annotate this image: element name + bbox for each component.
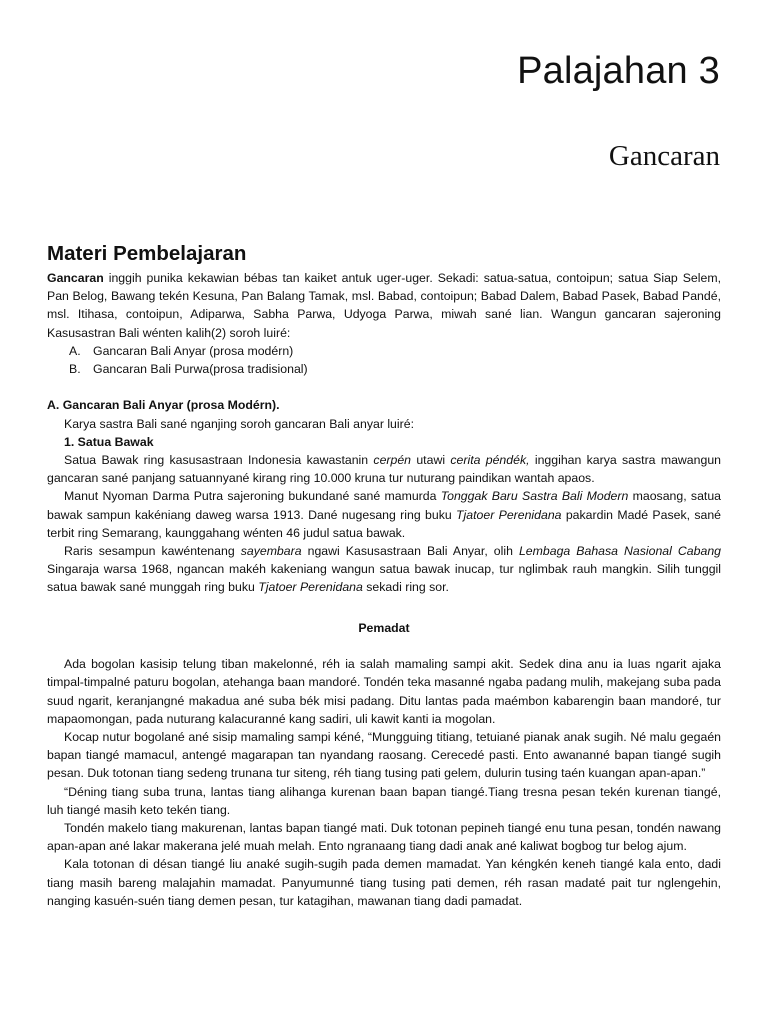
spacer	[47, 637, 721, 655]
text-run: Singaraja warsa 1968, ngancan makéh kakeniang wangun satua bawak inucap, tur nglimbak rauh mangkin. Silih tunggil satua bawak sané munggah ring buku	[47, 562, 721, 595]
story-title: Pemadat	[358, 620, 410, 635]
italic-term: cerita péndék,	[450, 453, 530, 468]
chapter-title: Palajahan 3	[517, 50, 720, 92]
chapter-subtitle: Gancaran	[608, 140, 720, 172]
text-run: Manut Nyoman Darma Putra sajeroning bukundané sané mamurda	[64, 489, 441, 504]
section-heading: Materi Pembelajaran	[47, 242, 247, 265]
spacer	[47, 597, 721, 615]
paragraph-satua-bawak-3	[47, 542, 721, 597]
story-paragraph: Ada bogolan kasisip telung tiban makelonné, réh ia salah mamaling sampi akit. Sedek dina anu ia luas ngarit ajaka timpal-timpalné paturu bogolan, atehanga baan mandoré. Tondén teka masanné ngaba padang mulih, makejang suba pada suud ngarit, keranjangné makadua ané suba bék misi padang. Ditu lantas pada maémbon kabarengin baan mandoré, tur mapaomongan, pada nuturang kalacuranné kang sadiri, uli kawit kanti ia mogolan.	[47, 657, 721, 726]
italic-term: Tjatoer Perenidana	[456, 507, 562, 522]
list-item	[47, 360, 721, 378]
story-paragraph: Tondén makelo tiang makurenan, lantas bapan tiangé mati. Duk totonan pepineh tiangé enu tuna pesan, tondén nawang apan-apan ané lakar makerana jelé muah melah. Ento ngranaang tiang dadi anak ané kaliwat bogbog tur belog ajum.	[47, 821, 721, 854]
subsection-lead: Karya sastra Bali sané nganjing soroh gancaran Bali anyar luiré:	[64, 416, 414, 431]
italic-term: Tjatoer Perenidana	[258, 580, 363, 595]
list-item-text: Gancaran Bali Purwa(prosa tradisional)	[93, 362, 308, 377]
prose-types-list	[47, 342, 721, 378]
spacer	[47, 378, 721, 396]
list-item	[47, 342, 721, 360]
intro-paragraph	[47, 269, 721, 342]
intro-term: Gancaran	[47, 271, 104, 285]
story-paragraph: “Déning tiang suba truna, lantas tiang alihanga kurenan baan bapan tiangé.Tiang tresna pesan tekén kurenan tiangé, luh tiangé masih keto tekén tiang.	[47, 784, 721, 817]
italic-term: sayembara	[240, 544, 302, 559]
text-run: inggihan karya sastra mawangun gancaran sané panjang satuannyané kirang ring 10.000 kruna tur nuturang paindikan wantah apaos.	[47, 453, 721, 486]
list-item-text: Gancaran Bali Anyar (prosa modérn)	[93, 343, 294, 358]
item-title: 1. Satua Bawak	[64, 434, 154, 449]
paragraph-satua-bawak-2	[47, 487, 721, 542]
intro-text: inggih punika kekawian bébas tan kaiket antuk uger-uger. Sekadi: satua-satua, contoipun; satua Siap Selem, Pan Belog, Bawang tekén Kesuna, Pan Balang Tamak, msl. Babad, contoipun; Babad Dalem, Babad Pasek, Babad Pandé, msl. Itihasa, contoipun, Adiparwa, Sabha Parwa, Udyoga Parwa, miwah sané lian. Wangun gancaran sajeroning Kasusastran Bali wénten kalih(2) soroh luiré:	[47, 271, 721, 340]
subsection-title: A. Gancaran Bali Anyar (prosa Modérn).	[47, 398, 280, 413]
text-run: Raris sesampun kawéntenang	[64, 544, 241, 559]
text-run: pakardin Madé Pasek, sané terbit ring Semarang, kaunggahang wénten 46 judul satua bawak.	[47, 507, 722, 540]
list-marker: A.	[69, 343, 81, 358]
list-marker: B.	[69, 362, 81, 377]
document-body	[47, 241, 721, 910]
italic-term: Lembaga Bahasa Nasional Cabang	[518, 544, 721, 559]
text-run: utawi	[411, 453, 451, 468]
text-run: Satua Bawak ring kasusastraan Indonesia kawastanin	[64, 453, 374, 468]
story-paragraph: Kala totonan di désan tiangé liu anaké sugih-sugih pada demen mamadat. Yan kéngkén keneh tiangé kala ento, dadi tiang masih bareng malajahin mamadat. Panyumunné tiang tusing pati demen, réh rasan madaté pait tur nglengehin, nanging kasuén-suén tiang demen pesan, tur katagihan, mawanan tiang dadi pamadat.	[47, 857, 721, 908]
paragraph-satua-bawak-1	[47, 451, 721, 487]
italic-term: cerpén	[373, 453, 412, 468]
italic-term: Tonggak Baru Sastra Bali Modern	[440, 489, 629, 504]
text-run: maosang, satua bawak sampun kakéniang daweg warsa 1913. Dané nugesang ring buku	[47, 489, 722, 522]
text-run: sekadi ring sor.	[362, 580, 449, 595]
text-run: ngawi Kasusastraan Bali Anyar, olih	[301, 544, 519, 559]
story-paragraph: Kocap nutur bogolané ané sisip mamaling sampi kéné, “Mungguing titiang, tetuiané pianak anak sugih. Né malu gegaén bapan tiangé mamacul, antengé magarapan tan nyandang raosang. Cerecedé pasti. Ento awananné bapan tiangé sugih pesan. Duk totonan tiang sedeng trunana tur siteng, réh tiang tusing pati gelem, dulurin tusing taén kuangan apan-apan.”	[47, 730, 721, 781]
